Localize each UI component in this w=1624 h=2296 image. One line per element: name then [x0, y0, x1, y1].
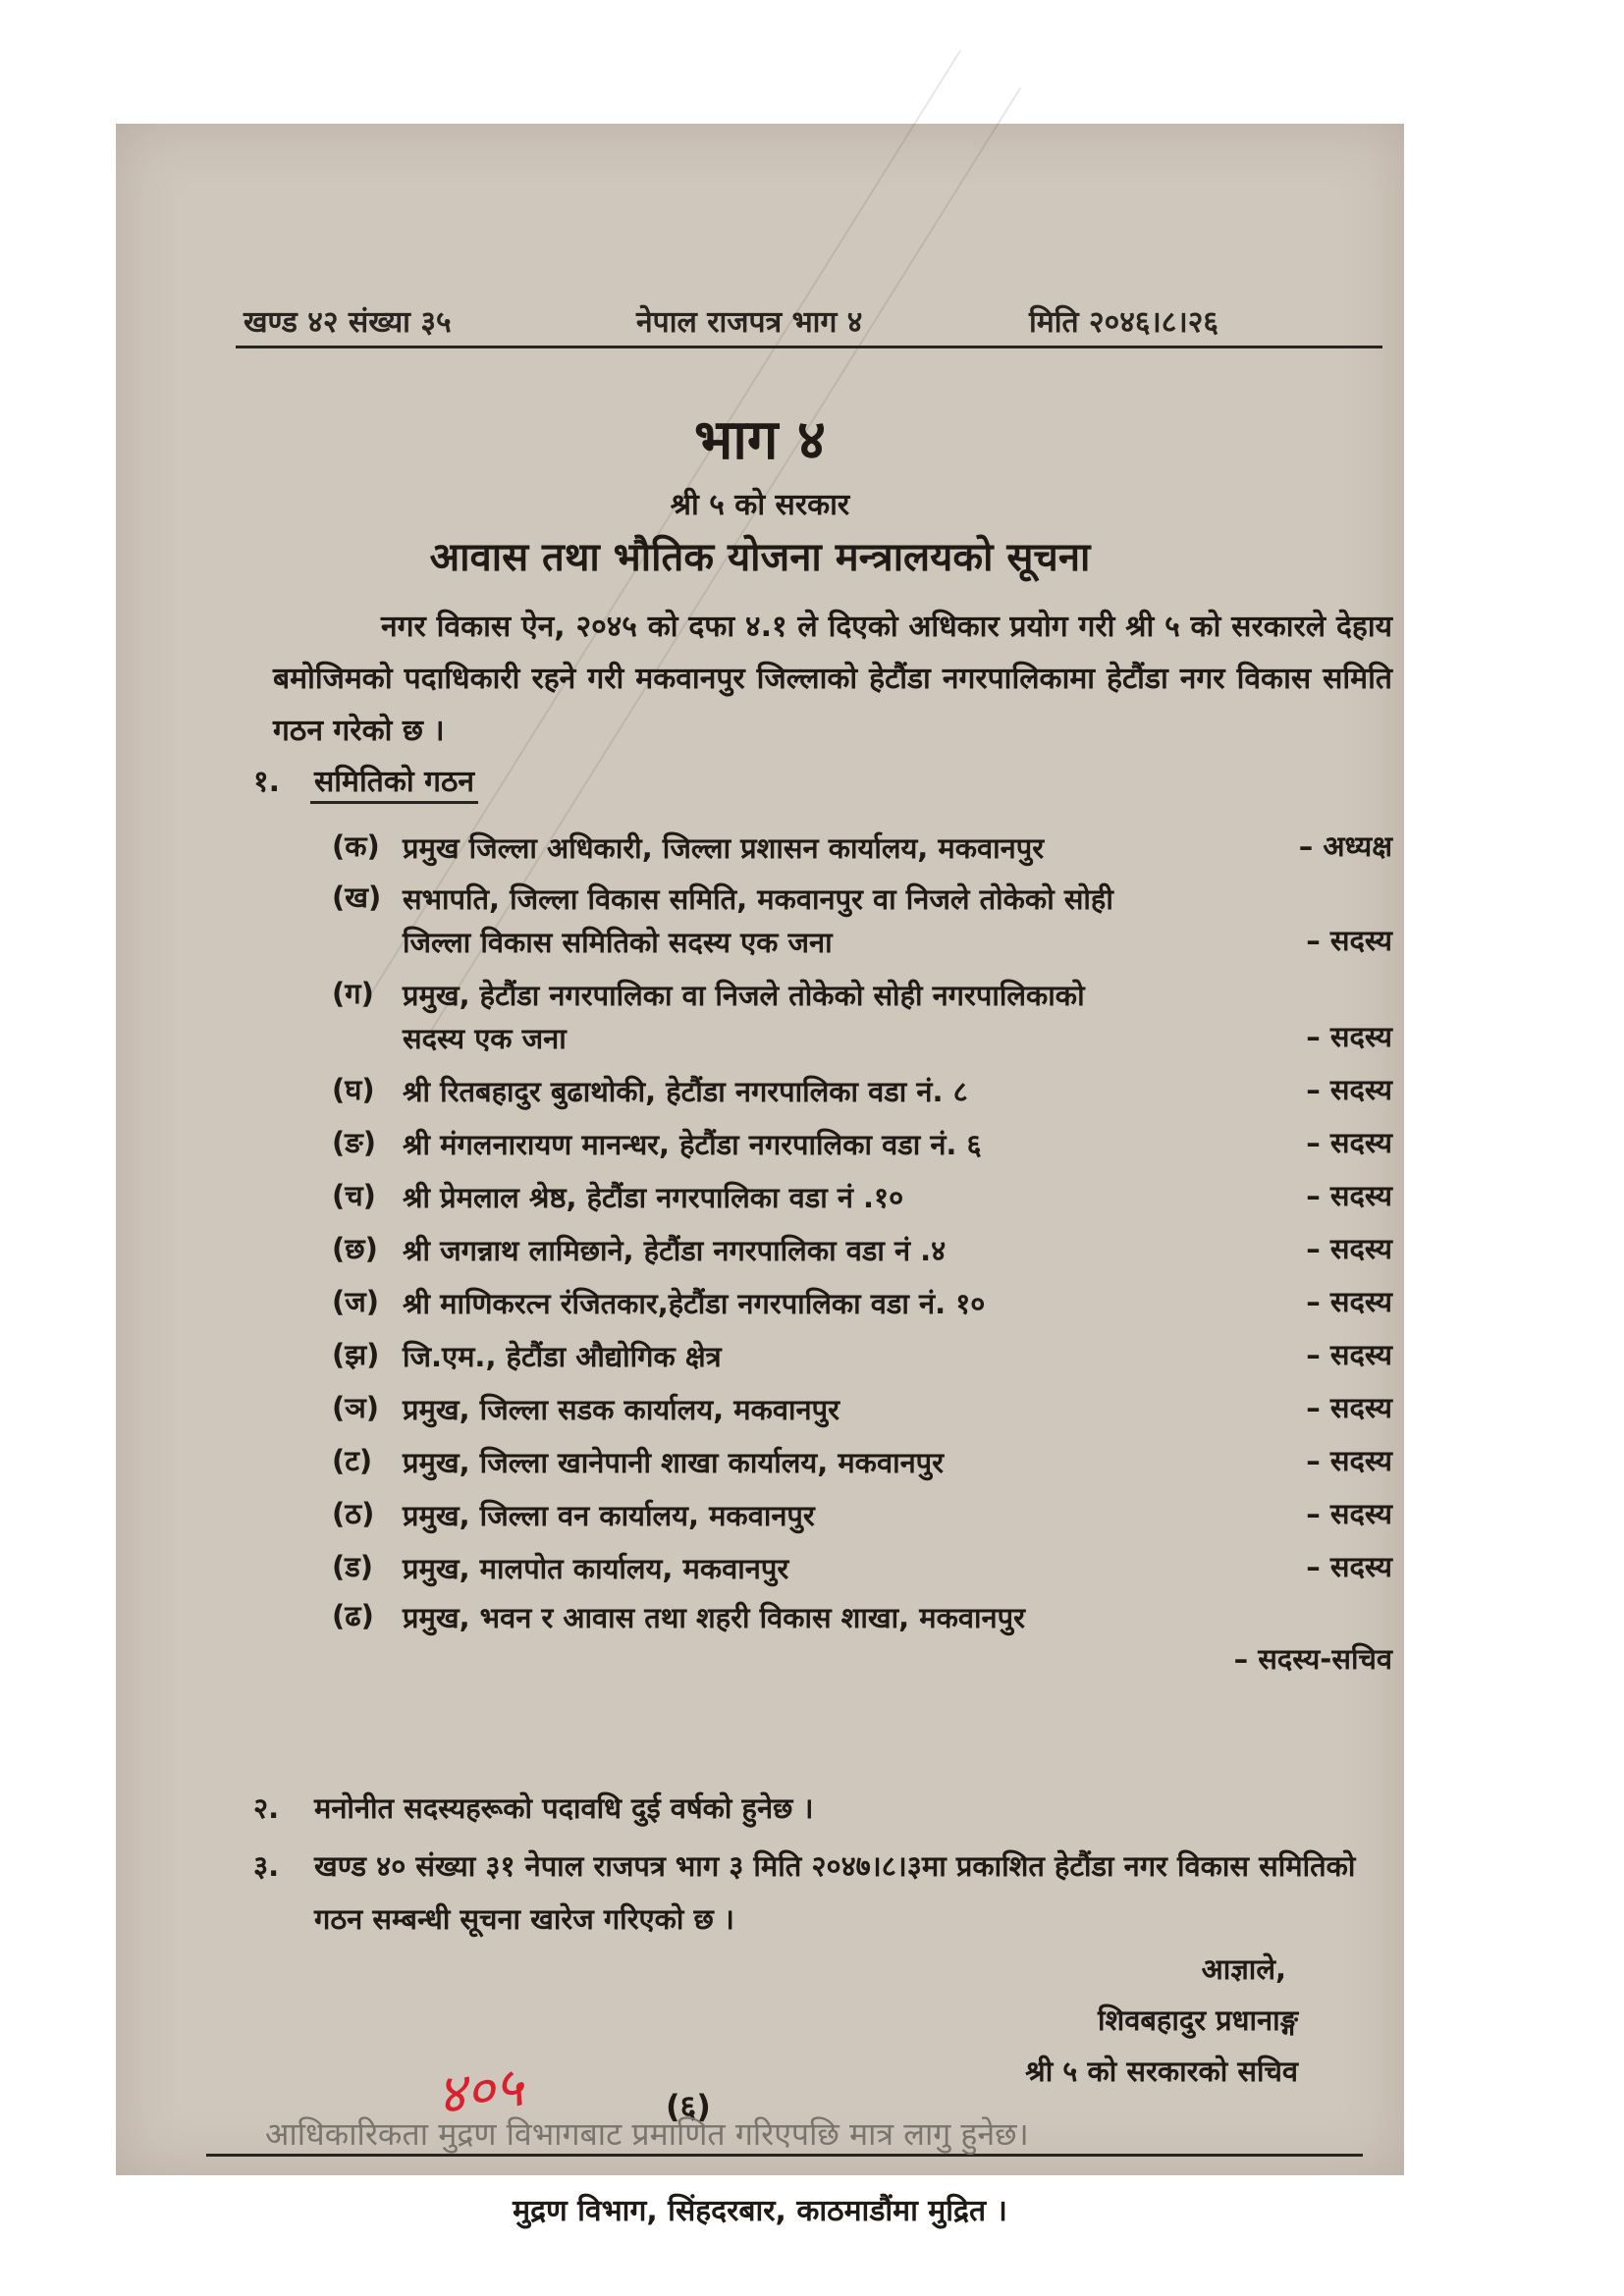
member-text: प्रमुख, मालपोत कार्यालय, मकवानपुर	[403, 1552, 789, 1585]
member-text: जि.एम., हेटौंडा औद्योगिक क्षेत्र	[403, 1340, 722, 1373]
member-text: प्रमुख जिल्ला अधिकारी, जिल्ला प्रशासन कार्यालय, मकवानपुर	[403, 831, 1045, 865]
member-mark: (ङ)	[332, 1126, 376, 1159]
section-2-text: मनोनीत सदस्यहरूको पदावधि दुई वर्षको हुनेछ ।	[314, 1791, 814, 1825]
member-text: प्रमुख, जिल्ला खानेपानी शाखा कार्यालय, मकवानपुर	[403, 1446, 945, 1479]
section-1-label: समितिको गठन	[310, 765, 478, 804]
ministry-notice-title: आवास तथा भौतिक योजना मन्त्रालयको सूचना	[429, 535, 1091, 580]
section-2	[253, 1789, 813, 1827]
member-text: प्रमुख, जिल्ला सडक कार्यालय, मकवानपुर	[403, 1393, 839, 1426]
member-role: – सदस्य	[1306, 1444, 1392, 1477]
member-role: – सदस्य	[1306, 1073, 1392, 1106]
member-row	[332, 974, 1392, 1060]
member-text: प्रमुख, हेटौंडा नगरपालिका वा निजले तोकेको सोही नगरपालिकाको सदस्य एक जना	[403, 979, 1085, 1055]
authenticity-note: आधिकारिकता मुद्रण विभागबाट प्रमाणित गरिएपछि मात्र लागु हुनेछ।	[265, 2115, 1029, 2153]
section-1-number: १.	[253, 765, 280, 799]
member-row	[332, 1596, 1392, 1682]
member-row	[332, 878, 1392, 964]
member-text: श्री माणिकरत्न रंजितकार,हेटौंडा नगरपालिका वडा नं. १०	[403, 1287, 986, 1320]
member-role: – सदस्य	[1306, 1497, 1392, 1530]
member-mark: (ढ)	[332, 1599, 374, 1632]
signature-order: आज्ञाले,	[1201, 1952, 1286, 1986]
member-mark: (ट)	[332, 1444, 373, 1477]
member-mark: (घ)	[332, 1073, 375, 1106]
member-mark: (ख)	[332, 881, 382, 914]
member-role: – सदस्य	[1306, 1391, 1392, 1424]
member-mark: (च)	[332, 1179, 376, 1212]
handwritten-number: ४०५	[434, 2055, 526, 2128]
section-3-number: ३.	[253, 1849, 280, 1883]
page-number: (६)	[666, 2088, 711, 2125]
intro-paragraph: नगर विकास ऐन, २०४५ को दफा ४.१ ले दिएको अधिकार प्रयोग गरी श्री ५ को सरकारले देहाय बमोजिमको पदाधिकारी रहने गरी मकवानपुर जिल्लाको हेटौंडा नगरपालिकामा हेटौंडा नगर विकास समिति गठन गरेको छ ।	[273, 610, 1392, 748]
member-role: – सदस्य	[1306, 1179, 1392, 1212]
member-role: – सदस्य	[1306, 1232, 1392, 1265]
section-1-heading	[253, 760, 478, 800]
member-role: – सदस्य	[1306, 1126, 1392, 1159]
member-mark: (ग)	[332, 977, 374, 1010]
member-role: – अध्यक्ष	[1298, 829, 1392, 863]
printer-line: मुद्रण विभाग, सिंहदरबार, काठमाडौंमा मुद्रित ।	[513, 2194, 1007, 2228]
member-mark: (झ)	[332, 1338, 380, 1371]
member-role: – सदस्य	[1306, 1285, 1392, 1318]
section-3-text: खण्ड ४० संख्या ३१ नेपाल राजपत्र भाग ३ मिति २०४७।८।३मा प्रकाशित हेटौंडा नगर विकास समितिको गठन सम्बन्धी सूचना खारेज गरिएको छ ।	[314, 1849, 1356, 1936]
member-role: – सदस्य-सचिव	[1233, 1642, 1392, 1676]
member-role: – सदस्य	[1306, 1020, 1392, 1053]
member-mark: (क)	[332, 829, 380, 863]
member-role: – सदस्य	[1306, 924, 1392, 957]
member-text: श्री मंगलनारायण मानन्धर, हेटौंडा नगरपालिका वडा नं. ६	[403, 1128, 982, 1161]
gazette-page	[116, 124, 1404, 2228]
header-gazette: नेपाल राजपत्र भाग ४	[636, 305, 863, 340]
member-mark: (ड)	[332, 1550, 374, 1583]
member-role: – सदस्य	[1306, 1550, 1392, 1583]
member-mark: (ठ)	[332, 1497, 375, 1530]
section-3	[253, 1840, 1392, 1946]
member-text: सभापति, जिल्ला विकास समिति, मकवानपुर वा निजले तोकेको सोही जिल्ला विकास समितिको सदस्य एक जना	[403, 882, 1113, 959]
member-mark: (छ)	[332, 1232, 378, 1265]
member-text: श्री रितबहादुर बुढाथोकी, हेटौंडा नगरपालिका वडा नं. ८	[403, 1075, 968, 1108]
member-text: श्री प्रेमलाल श्रेष्ठ, हेटौंडा नगरपालिका वडा नं .१०	[403, 1181, 904, 1214]
signature-designation: श्री ५ को सरकारको सचिव	[1025, 2055, 1298, 2088]
page-title: भाग ४	[693, 408, 827, 472]
member-mark: (ज)	[332, 1285, 380, 1318]
running-header	[244, 300, 1373, 344]
section-2-number: २.	[253, 1791, 280, 1825]
member-role: – सदस्य	[1306, 1338, 1392, 1371]
member-row	[332, 827, 1392, 870]
government-subtitle: श्री ५ को सरकार	[670, 488, 850, 522]
member-text: श्री जगन्नाथ लामिछाने, हेटौंडा नगरपालिका वडा नं .४	[403, 1234, 947, 1267]
header-date: मिति २०४६।८।२६	[1029, 305, 1218, 340]
header-rule	[236, 346, 1382, 348]
member-mark: (ञ)	[332, 1391, 380, 1424]
member-text: प्रमुख, भवन र आवास तथा शहरी विकास शाखा, मकवानपुर	[403, 1601, 1025, 1634]
header-volume: खण्ड ४२ संख्या ३५	[244, 305, 452, 340]
member-text: प्रमुख, जिल्ला वन कार्यालय, मकवानपुर	[403, 1499, 815, 1532]
signature-name: शिवबहादुर प्रधानाङ्ग	[1098, 2003, 1298, 2037]
